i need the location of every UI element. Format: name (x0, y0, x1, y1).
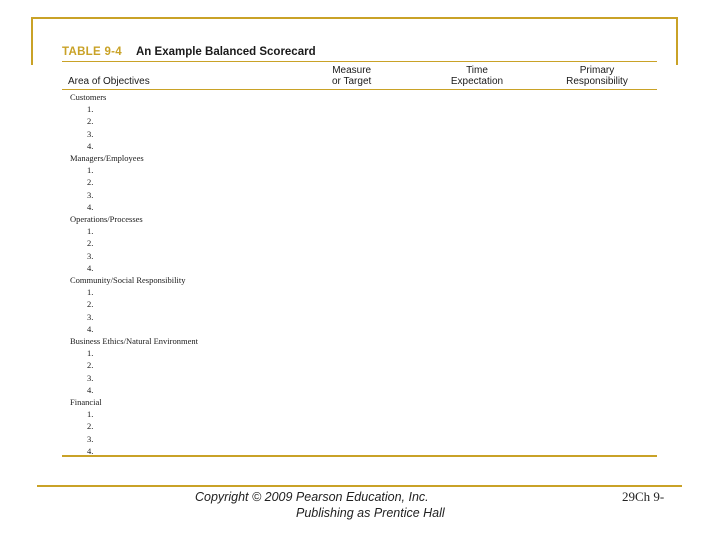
slide-frame-left (31, 17, 33, 65)
objective-item: 4. (87, 384, 94, 395)
objective-item: 4. (87, 201, 94, 212)
objective-item: 2. (87, 238, 94, 249)
header-time-line2: Expectation (450, 76, 504, 87)
slide-frame-top (31, 17, 678, 19)
section-title: Business Ethics/Natural Environment (70, 336, 198, 346)
objective-item: 3. (87, 189, 94, 200)
section-title: Community/Social Responsibility (70, 275, 186, 285)
objective-item: 1. (87, 287, 94, 298)
objective-item: 3. (87, 128, 94, 139)
objective-item: 1. (87, 348, 94, 359)
table-caption (62, 43, 657, 61)
objective-item: 1. (87, 165, 94, 176)
objective-item: 1. (87, 226, 94, 237)
header-time-expectation (442, 65, 512, 87)
objective-item: 4. (87, 262, 94, 273)
page-number: 29Ch 9- (622, 489, 665, 504)
section-title: Operations/Processes (70, 214, 143, 224)
objective-item: 1. (87, 104, 94, 115)
objective-item: 2. (87, 360, 94, 371)
table-bottom-rule (62, 455, 657, 457)
header-area-of-objectives: Area of Objectives (68, 76, 150, 87)
objective-item: 3. (87, 372, 94, 383)
table-number: TABLE 9-4 (62, 46, 122, 58)
header-measure-line1: Measure (332, 65, 372, 76)
objective-item: 2. (87, 421, 94, 432)
header-measure-line2: or Target (332, 76, 372, 87)
objective-item: 4. (87, 140, 94, 151)
section-title: Financial (70, 397, 102, 407)
objective-item: 2. (87, 177, 94, 188)
objective-item: 4. (87, 445, 94, 456)
objective-item: 2. (87, 116, 94, 127)
objective-item: 3. (87, 311, 94, 322)
objective-item: 1. (87, 409, 94, 420)
copyright-notice (150, 489, 500, 521)
header-resp-line1: Primary (579, 65, 615, 76)
objective-item: 2. (87, 299, 94, 310)
section-title: Customers (70, 92, 107, 102)
objective-item: 4. (87, 323, 94, 334)
section-title: Managers/Employees (70, 153, 144, 163)
table-title: An Example Balanced Scorecard (136, 46, 316, 58)
copyright-line-1: Copyright © 2009 Pearson Education, Inc. (195, 490, 429, 504)
slide-frame-right (676, 17, 678, 65)
header-resp-line2: Responsibility (566, 76, 628, 87)
objective-item: 3. (87, 433, 94, 444)
copyright-line-2: Publishing as Prentice Hall (296, 506, 445, 520)
table-header-row (62, 62, 657, 89)
table-body (62, 90, 657, 455)
objective-item: 3. (87, 250, 94, 261)
balanced-scorecard-table (62, 43, 657, 457)
header-time-line1: Time (466, 65, 488, 76)
header-primary-responsibility (557, 65, 637, 87)
footer-rule (37, 485, 682, 487)
header-measure-or-target (332, 65, 371, 87)
